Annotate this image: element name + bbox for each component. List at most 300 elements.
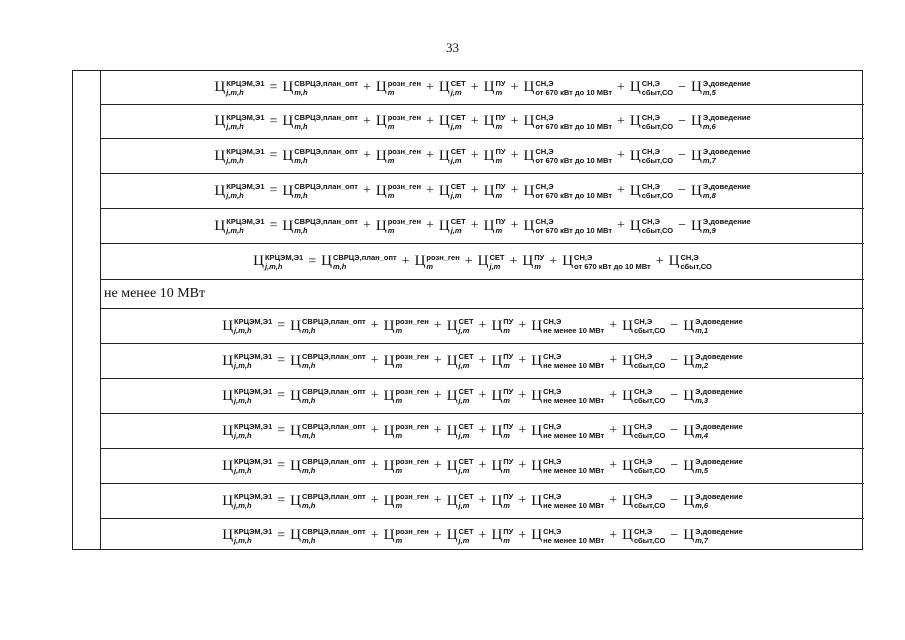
price-sn	[531, 317, 604, 335]
formula	[214, 113, 750, 131]
plus-sign: +	[426, 79, 434, 95]
price-set-indices	[459, 492, 474, 510]
price-pu-symbol: Ц	[491, 317, 503, 334]
formula	[222, 422, 743, 440]
price-pu	[491, 422, 513, 440]
price-krcem-indices	[226, 217, 264, 235]
price-dovedenie-indices	[695, 352, 743, 370]
price-krcem	[214, 113, 264, 131]
price-svrce-indices	[302, 527, 366, 545]
price-svrce-indices	[302, 352, 366, 370]
price-set-superscript: СЕТ	[458, 387, 474, 396]
price-dovedenie-subscript: m,5	[695, 466, 709, 475]
price-set	[447, 527, 474, 545]
price-svrce-indices	[294, 217, 358, 235]
price-sn-indices	[543, 422, 604, 440]
price-set-superscript: СЕТ	[458, 422, 474, 431]
formula	[222, 317, 743, 335]
price-krcem-indices	[234, 457, 272, 475]
price-sn-sbyt	[622, 527, 665, 545]
table-row	[101, 484, 864, 519]
price-dovedenie-indices	[695, 492, 743, 510]
price-krcem-indices	[265, 253, 303, 271]
price-set-indices	[459, 422, 474, 440]
price-sn-symbol: Ц	[562, 253, 574, 269]
formula	[214, 147, 750, 165]
price-set	[439, 182, 466, 200]
price-rozn-gen	[384, 317, 429, 335]
price-set-symbol: Ц	[446, 492, 458, 509]
price-sn	[562, 253, 651, 271]
price-set-symbol: Ц	[438, 217, 450, 234]
price-sn-sbyt-subscript: сбыт,СО	[633, 326, 666, 335]
price-sn-sbyt-subscript: сбыт,СО	[633, 396, 666, 405]
formula	[214, 79, 750, 97]
formula	[222, 527, 743, 545]
price-svrce-indices	[294, 147, 358, 165]
plus-sign: +	[362, 148, 371, 163]
table-row	[101, 344, 864, 379]
price-pu-subscript: m	[503, 466, 510, 475]
price-pu-superscript: ПУ	[503, 317, 514, 326]
price-rozn-gen-symbol: Ц	[383, 317, 395, 334]
price-sn-sbyt-superscript: СН,Э	[633, 387, 653, 396]
plus-sign: +	[518, 493, 527, 508]
plus-sign: +	[549, 253, 558, 269]
price-sn-superscript: СН,Э	[543, 387, 562, 396]
price-sn-sbyt-subscript: сбыт,СО	[641, 121, 674, 131]
price-pu	[491, 317, 513, 335]
price-sn-symbol: Ц	[523, 147, 535, 164]
price-pu-symbol: Ц	[483, 113, 495, 129]
price-sn-sbyt-superscript: СН,Э	[633, 317, 653, 326]
price-svrce-indices	[294, 113, 358, 131]
formula	[253, 253, 712, 271]
minus-sign: −	[678, 113, 687, 129]
price-rozn-gen-superscript: розн_ген	[395, 526, 429, 536]
formula-table	[72, 70, 863, 550]
price-dovedenie-superscript: Э,доведение	[695, 352, 743, 361]
price-svrce	[290, 422, 366, 440]
equals-sign: =	[269, 183, 278, 198]
price-sn-sbyt	[622, 387, 665, 405]
price-sn-symbol: Ц	[531, 457, 543, 474]
price-krcem-subscript: j,m,h	[226, 121, 244, 131]
price-dovedenie-superscript: Э,доведение	[702, 112, 751, 122]
price-sn-sbyt	[622, 422, 665, 440]
price-pu-superscript: ПУ	[495, 147, 506, 156]
plus-sign: +	[518, 458, 527, 473]
minus-sign: −	[678, 183, 687, 198]
price-svrce-subscript: m,h	[302, 431, 316, 440]
price-sn-sbyt	[622, 492, 665, 510]
price-rozn-gen-symbol: Ц	[383, 457, 395, 474]
price-rozn-gen-superscript: розн_ген	[387, 147, 422, 156]
price-set-symbol: Ц	[477, 253, 489, 269]
section-heading: не менее 10 МВт	[104, 286, 206, 301]
price-set-subscript: j,m	[458, 396, 470, 405]
price-rozn-gen	[384, 527, 429, 545]
price-pu-symbol: Ц	[483, 79, 495, 95]
price-sn-sbyt-indices	[642, 217, 673, 235]
price-sn-symbol: Ц	[523, 79, 535, 95]
price-dovedenie-superscript: Э,доведение	[695, 457, 743, 466]
price-pu	[522, 253, 544, 271]
price-svrce-subscript: m,h	[302, 535, 316, 545]
price-sn-sbyt-indices	[634, 317, 665, 335]
plus-sign: +	[433, 353, 442, 368]
price-krcem-subscript: j,m,h	[234, 326, 252, 335]
price-krcem-symbol: Ц	[214, 79, 226, 95]
price-sn-symbol: Ц	[531, 352, 543, 369]
plus-sign: +	[470, 218, 479, 233]
price-svrce	[290, 457, 366, 475]
price-rozn-gen-superscript: розн_ген	[387, 78, 422, 88]
price-dovedenie-symbol: Ц	[691, 113, 702, 129]
price-krcem-subscript: j,m,h	[234, 501, 252, 510]
price-set-superscript: СЕТ	[450, 112, 466, 122]
price-set-subscript: j,m	[450, 156, 462, 165]
price-rozn-gen-symbol: Ц	[375, 182, 387, 199]
price-sn-sbyt-superscript: СН,Э	[641, 147, 661, 156]
price-svrce-symbol: Ц	[282, 217, 294, 234]
price-dovedenie-symbol: Ц	[683, 422, 695, 439]
price-rozn-gen-indices	[388, 182, 421, 200]
plus-sign: +	[609, 458, 618, 473]
price-krcem-superscript: КРЦЭМ,Э1	[226, 147, 265, 156]
price-rozn-gen	[384, 422, 429, 440]
price-svrce-indices	[302, 492, 366, 510]
price-krcem	[222, 527, 272, 545]
price-krcem-superscript: КРЦЭМ,Э1	[234, 387, 273, 396]
price-krcem-symbol: Ц	[222, 492, 234, 509]
price-krcem-indices	[226, 79, 264, 97]
price-pu-indices	[496, 113, 506, 131]
table-row-section	[101, 280, 864, 309]
price-svrce-subscript: m,h	[302, 361, 316, 370]
price-sn	[523, 79, 612, 97]
price-rozn-gen	[376, 113, 421, 131]
price-svrce-symbol: Ц	[290, 317, 302, 334]
price-dovedenie-symbol: Ц	[683, 527, 695, 543]
price-krcem-subscript: j,m,h	[234, 431, 252, 440]
price-krcem-indices	[234, 387, 272, 405]
price-pu-symbol: Ц	[491, 492, 503, 509]
price-sn-superscript: СН,Э	[535, 112, 554, 122]
plus-sign: +	[478, 318, 487, 333]
price-rozn-gen	[415, 253, 460, 271]
price-svrce-subscript: m,h	[332, 261, 347, 271]
price-set	[447, 317, 474, 335]
price-pu	[484, 217, 506, 235]
price-svrce-symbol: Ц	[290, 457, 302, 474]
price-dovedenie-symbol: Ц	[683, 387, 695, 404]
price-svrce-indices	[302, 457, 366, 475]
price-rozn-gen-symbol: Ц	[375, 113, 387, 129]
price-sn-subscript: не менее 10 МВт	[543, 501, 605, 510]
price-krcem	[222, 387, 272, 405]
price-rozn-gen-subscript: m	[395, 535, 403, 545]
table-row	[101, 105, 864, 139]
price-rozn-gen-subscript: m	[395, 361, 403, 370]
price-pu-superscript: ПУ	[495, 182, 506, 191]
plus-sign: +	[370, 388, 379, 403]
equals-sign: =	[269, 79, 278, 95]
plus-sign: +	[470, 183, 479, 198]
plus-sign: +	[426, 113, 434, 129]
price-svrce	[282, 182, 358, 200]
price-dovedenie-symbol: Ц	[683, 352, 695, 369]
equals-sign: =	[277, 527, 286, 543]
price-sn-sbyt	[630, 217, 673, 235]
price-sn-superscript: СН,Э	[543, 492, 562, 501]
price-krcem-symbol: Ц	[222, 317, 234, 334]
price-sn-sbyt-superscript: СН,Э	[633, 526, 653, 536]
price-svrce-subscript: m,h	[294, 191, 308, 200]
price-krcem-indices	[234, 422, 272, 440]
price-sn-indices	[535, 147, 612, 165]
price-set-subscript: j,m	[458, 535, 470, 545]
price-dovedenie	[683, 527, 743, 545]
equals-sign: =	[269, 148, 278, 163]
price-svrce-indices	[302, 422, 366, 440]
price-set-superscript: СЕТ	[489, 252, 505, 262]
plus-sign: +	[433, 318, 442, 333]
price-sn-sbyt-superscript: СН,Э	[633, 422, 653, 431]
price-rozn-gen	[384, 457, 429, 475]
price-svrce-symbol: Ц	[290, 422, 302, 439]
price-sn-sbyt-indices	[634, 492, 665, 510]
price-rozn-gen-indices	[388, 113, 421, 131]
price-set-superscript: СЕТ	[458, 526, 474, 536]
price-sn-sbyt	[622, 317, 665, 335]
price-svrce-symbol: Ц	[282, 79, 294, 95]
price-set-symbol: Ц	[438, 113, 450, 129]
plus-sign: +	[370, 458, 379, 473]
plus-sign: +	[433, 388, 442, 403]
price-sn-symbol: Ц	[531, 422, 543, 439]
price-set-indices	[459, 527, 474, 545]
price-pu-symbol: Ц	[483, 182, 495, 199]
price-sn-sbyt-superscript: СН,Э	[680, 252, 699, 262]
price-dovedenie-symbol: Ц	[683, 457, 695, 474]
price-krcem	[222, 492, 272, 510]
price-pu-superscript: ПУ	[495, 78, 506, 88]
formula	[214, 182, 750, 200]
price-krcem-symbol: Ц	[222, 387, 234, 404]
plus-sign: +	[362, 113, 371, 129]
plus-sign: +	[370, 318, 379, 333]
price-sn-indices	[535, 182, 612, 200]
price-rozn-gen-symbol: Ц	[375, 147, 387, 164]
price-dovedenie-subscript: m,3	[695, 396, 709, 405]
price-rozn-gen-indices	[426, 253, 459, 271]
plus-sign: +	[470, 148, 479, 163]
price-sn	[531, 352, 604, 370]
price-sn-symbol: Ц	[531, 492, 543, 509]
price-dovedenie	[683, 387, 743, 405]
price-dovedenie-superscript: Э,доведение	[702, 78, 751, 88]
plus-sign: +	[401, 253, 410, 269]
price-svrce-superscript: СВРЦЭ,план_опт	[302, 492, 366, 501]
price-pu-symbol: Ц	[491, 352, 503, 369]
price-svrce-superscript: СВРЦЭ,план_опт	[294, 217, 358, 226]
formula	[222, 492, 743, 510]
price-krcem-superscript: КРЦЭМ,Э1	[234, 317, 273, 326]
price-sn-sbyt-symbol: Ц	[668, 253, 680, 269]
price-set-indices	[459, 352, 474, 370]
price-pu-indices	[503, 457, 513, 475]
price-sn-indices	[574, 253, 651, 271]
price-sn-superscript: СН,Э	[535, 78, 554, 88]
price-rozn-gen-subscript: m	[395, 501, 403, 510]
price-sn-sbyt-superscript: СН,Э	[641, 182, 661, 191]
price-krcem-indices	[234, 317, 272, 335]
price-dovedenie-subscript: m,1	[695, 326, 709, 335]
price-sn-sbyt-indices	[642, 182, 673, 200]
price-set	[478, 253, 505, 271]
price-sn-symbol: Ц	[531, 527, 543, 543]
plus-sign: +	[370, 353, 379, 368]
price-sn-sbyt	[622, 352, 665, 370]
price-rozn-gen-subscript: m	[395, 396, 403, 405]
plus-sign: +	[617, 183, 625, 198]
table-row	[101, 209, 864, 244]
price-krcem-superscript: КРЦЭМ,Э1	[234, 352, 273, 361]
price-set	[439, 113, 466, 131]
price-svrce-indices	[302, 387, 366, 405]
price-sn-sbyt-subscript: сбыт,СО	[641, 87, 674, 97]
price-dovedenie-subscript: m,7	[702, 156, 716, 165]
price-pu-subscript: m	[534, 261, 541, 271]
price-sn-superscript: СН,Э	[543, 526, 562, 536]
price-svrce	[282, 217, 358, 235]
price-sn-sbyt-subscript: сбыт,СО	[680, 261, 712, 271]
price-set-superscript: СЕТ	[458, 352, 474, 361]
price-dovedenie-indices	[703, 113, 751, 131]
price-set-symbol: Ц	[446, 457, 458, 474]
price-dovedenie-indices	[703, 217, 751, 235]
price-svrce-subscript: m,h	[294, 121, 308, 131]
plus-sign: +	[478, 458, 487, 473]
price-krcem	[222, 422, 272, 440]
price-set	[447, 422, 474, 440]
price-dovedenie-subscript: m,4	[695, 431, 709, 440]
price-pu-symbol: Ц	[491, 527, 503, 543]
equals-sign: =	[277, 353, 286, 368]
plus-sign: +	[510, 183, 519, 198]
price-sn-superscript: СН,Э	[543, 352, 562, 361]
price-pu-superscript: ПУ	[534, 252, 545, 262]
equals-sign: =	[277, 458, 286, 473]
price-dovedenie	[683, 422, 743, 440]
minus-sign: −	[670, 527, 679, 543]
price-set-indices	[451, 113, 466, 131]
price-sn-sbyt-subscript: сбыт,СО	[641, 156, 674, 165]
price-svrce-superscript: СВРЦЭ,план_опт	[294, 78, 358, 88]
price-sn	[531, 457, 604, 475]
price-sn-sbyt-subscript: сбыт,СО	[633, 431, 666, 440]
price-svrce-superscript: СВРЦЭ,план_опт	[302, 422, 366, 431]
price-sn-subscript: не менее 10 МВт	[543, 466, 605, 475]
plus-sign: +	[609, 527, 618, 543]
price-set-superscript: СЕТ	[450, 147, 466, 156]
price-set-indices	[451, 182, 466, 200]
price-set-superscript: СЕТ	[450, 217, 466, 226]
price-sn-indices	[543, 527, 604, 545]
price-rozn-gen-superscript: розн_ген	[387, 112, 422, 122]
formula	[222, 352, 743, 370]
plus-sign: +	[655, 253, 664, 269]
price-rozn-gen-indices	[388, 147, 421, 165]
plus-sign: +	[617, 113, 625, 129]
price-sn-sbyt	[630, 182, 673, 200]
price-sn-sbyt-symbol: Ц	[622, 527, 633, 543]
plus-sign: +	[478, 493, 487, 508]
price-sn-sbyt-symbol: Ц	[622, 352, 633, 369]
price-dovedenie	[691, 217, 751, 235]
price-sn-sbyt-indices	[634, 527, 665, 545]
price-rozn-gen	[376, 147, 421, 165]
price-sn-subscript: не менее 10 МВт	[543, 431, 605, 440]
price-dovedenie-indices	[695, 422, 743, 440]
plus-sign: +	[518, 527, 527, 543]
plus-sign: +	[470, 113, 479, 129]
price-krcem	[222, 317, 272, 335]
price-pu-indices	[503, 527, 513, 545]
price-sn-sbyt-symbol: Ц	[629, 182, 641, 199]
price-sn-sbyt-indices	[634, 457, 665, 475]
price-rozn-gen-indices	[395, 527, 428, 545]
table-row	[101, 71, 864, 105]
price-rozn-gen-subscript: m	[395, 431, 403, 440]
price-krcem	[253, 253, 303, 271]
price-set-symbol: Ц	[446, 352, 458, 369]
price-sn-superscript: СН,Э	[543, 422, 562, 431]
formula	[222, 387, 743, 405]
minus-sign: −	[670, 493, 679, 508]
price-sn-sbyt	[630, 147, 673, 165]
plus-sign: +	[426, 218, 434, 233]
price-pu-symbol: Ц	[491, 422, 503, 439]
price-rozn-gen-subscript: m	[395, 466, 403, 475]
price-krcem-indices	[226, 147, 264, 165]
price-sn	[531, 492, 604, 510]
price-sn-sbyt-superscript: СН,Э	[641, 217, 661, 226]
price-krcem-symbol: Ц	[222, 457, 234, 474]
price-pu-subscript: m	[503, 431, 510, 440]
price-krcem	[214, 147, 264, 165]
plus-sign: +	[518, 388, 527, 403]
price-svrce-superscript: СВРЦЭ,план_опт	[302, 457, 366, 466]
price-krcem-subscript: j,m,h	[226, 87, 244, 97]
price-pu-indices	[534, 253, 544, 271]
price-rozn-gen-superscript: розн_ген	[395, 317, 429, 326]
price-svrce-superscript: СВРЦЭ,план_опт	[332, 252, 397, 262]
price-set	[447, 457, 474, 475]
price-set-subscript: j,m	[458, 326, 470, 335]
price-set-symbol: Ц	[446, 422, 458, 439]
price-rozn-gen-superscript: розн_ген	[395, 352, 429, 361]
price-svrce	[290, 352, 366, 370]
price-krcem-symbol: Ц	[214, 182, 226, 199]
table-row	[101, 174, 864, 209]
price-svrce-symbol: Ц	[290, 492, 302, 509]
price-svrce	[282, 79, 358, 97]
plus-sign: +	[433, 493, 442, 508]
price-svrce-symbol: Ц	[290, 387, 302, 404]
plus-sign: +	[510, 218, 519, 233]
